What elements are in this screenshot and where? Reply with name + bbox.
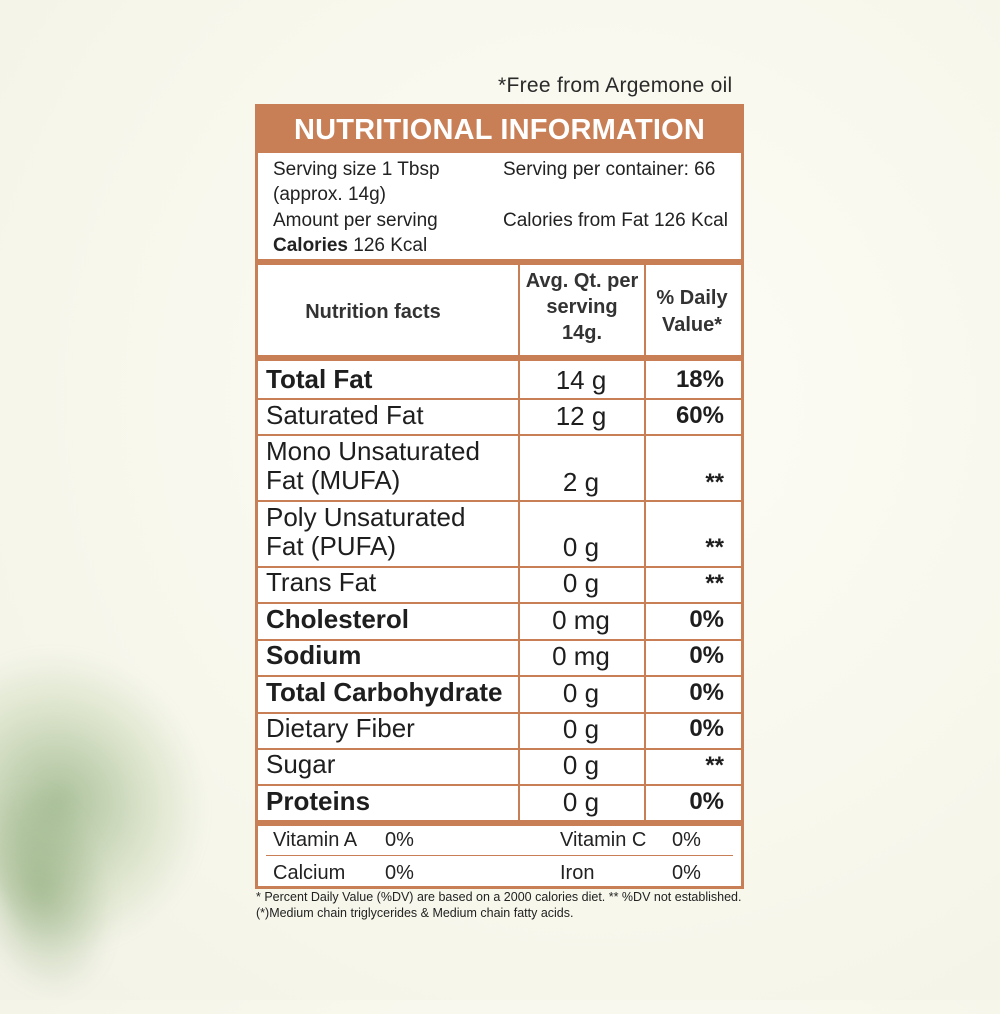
vitamin-a-value: 0% <box>385 829 414 851</box>
row-dv-proteins: 0% <box>689 788 724 815</box>
row-label-trans-fat: Trans Fat <box>266 567 377 597</box>
row-dv-trans-fat: ** <box>705 570 724 597</box>
calcium-label: Calcium <box>273 862 346 884</box>
row-dv-saturated-fat: 60% <box>675 402 724 429</box>
iron-value: 0% <box>672 862 701 884</box>
row-qty-total-carbohydrate: 0 g <box>562 678 600 708</box>
row-label-mufa <box>266 437 480 495</box>
row-qty-dietary-fiber: 0 g <box>562 714 600 744</box>
header-qty-line2: serving <box>546 296 618 318</box>
row-qty-trans-fat: 0 g <box>562 568 600 598</box>
vitamin-c-label: Vitamin C <box>560 829 647 851</box>
row-qty-saturated-fat: 12 g <box>555 401 607 431</box>
nutrition-panel <box>255 104 744 889</box>
row-label-sodium: Sodium <box>266 640 362 670</box>
row-dv-cholesterol: 0% <box>689 606 724 633</box>
iron-label: Iron <box>560 862 595 884</box>
calories-line <box>273 233 427 258</box>
header-qty-line3: 14g. <box>561 322 603 344</box>
calories-label: Calories <box>273 235 348 256</box>
calories-value: 126 Kcal <box>353 235 428 256</box>
header-divider-thick <box>258 355 741 361</box>
row-dv-mufa: ** <box>705 469 724 496</box>
header-dv-line1: % Daily <box>656 287 728 309</box>
header-dv-line2: Value* <box>661 314 723 336</box>
row-label-mufa-line2: Fat (MUFA) <box>266 465 401 495</box>
row-label-dietary-fiber: Dietary Fiber <box>266 713 415 743</box>
body-divider-1 <box>518 361 520 821</box>
row-label-mufa-line1: Mono Unsaturated <box>266 436 480 466</box>
calcium-value: 0% <box>385 862 414 884</box>
row-qty-mufa: 2 g <box>562 467 600 497</box>
argemone-note: *Free from Argemone oil <box>498 74 733 97</box>
footnote-mct: (*)Medium chain triglycerides & Medium chain fatty acids. <box>256 906 574 920</box>
row-label-total-fat: Total Fat <box>266 364 373 394</box>
vitamin-c-value: 0% <box>672 829 701 851</box>
vitamin-a-label: Vitamin A <box>273 829 358 851</box>
calories-from-fat: Calories from Fat 126 Kcal <box>503 210 728 231</box>
panel-title: NUTRITIONAL INFORMATION <box>258 107 741 153</box>
amount-per-serving: Amount per serving <box>273 210 438 231</box>
row-dv-pufa: ** <box>705 534 724 561</box>
row-qty-sodium: 0 mg <box>552 641 610 671</box>
row-dv-dietary-fiber: 0% <box>689 715 724 742</box>
row-dv-sodium: 0% <box>689 642 724 669</box>
footnote-daily-value: * Percent Daily Value (%DV) are based on a 2000 calories diet. ** %DV not established. <box>256 890 742 904</box>
serving-size-approx: (approx. 14g) <box>273 184 387 205</box>
serving-size: Serving size 1 Tbsp <box>273 159 440 180</box>
header-daily-value <box>646 285 738 339</box>
row-label-proteins: Proteins <box>266 786 371 816</box>
row-label-saturated-fat: Saturated Fat <box>266 400 424 430</box>
section-divider <box>258 259 741 265</box>
row-qty-cholesterol: 0 mg <box>552 605 610 635</box>
row-label-total-carbohydrate: Total Carbohydrate <box>266 677 503 707</box>
row-dv-total-carbohydrate: 0% <box>689 679 724 706</box>
row-label-pufa-line1: Poly Unsaturated <box>266 502 466 532</box>
row-label-pufa <box>266 503 465 561</box>
row-qty-sugar: 0 g <box>562 750 600 780</box>
row-qty-proteins: 0 g <box>562 787 600 817</box>
row-label-cholesterol: Cholesterol <box>266 604 410 634</box>
header-qty <box>520 268 644 346</box>
vitamins-divider <box>258 820 741 826</box>
header-qty-line1: Avg. Qt. per <box>525 270 639 292</box>
row-qty-pufa: 0 g <box>562 532 600 562</box>
row-label-sugar: Sugar <box>266 749 336 779</box>
vitamin-row-divider <box>266 855 733 856</box>
row-qty-total-fat: 14 g <box>555 365 607 395</box>
header-nutrition-facts: Nutrition facts <box>305 301 441 323</box>
row-dv-total-fat: 18% <box>675 366 724 393</box>
row-label-pufa-line2: Fat (PUFA) <box>266 531 397 561</box>
row-dv-sugar: ** <box>705 752 724 779</box>
servings-per-container: Serving per container: 66 <box>503 159 716 180</box>
